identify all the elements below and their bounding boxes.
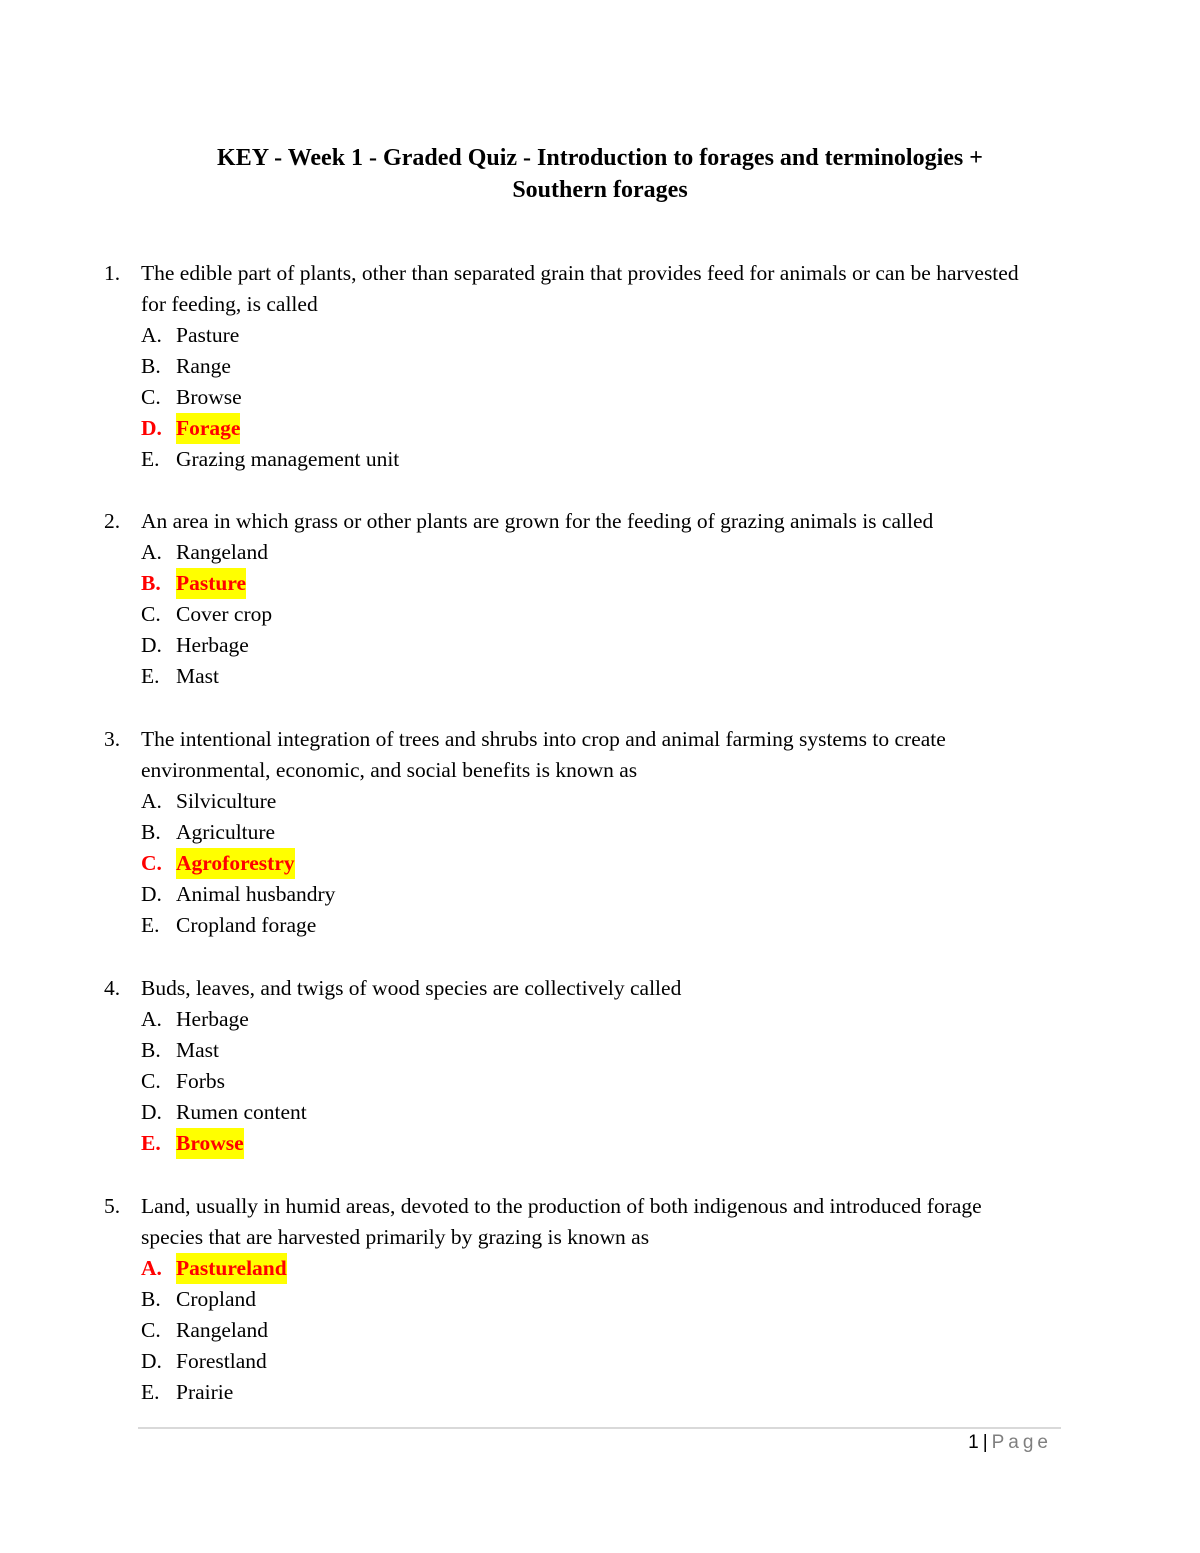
option-text: Range: [176, 354, 231, 378]
option-text: Rangeland: [176, 1318, 268, 1342]
question-text: Land, usually in humid areas, devoted to the production of both indigenous and introduced forage species that are harvested primarily by grazing is known as: [141, 1194, 982, 1249]
option-d: [104, 879, 1034, 910]
question-number: 5.: [104, 1194, 121, 1218]
footer-separator: |: [982, 1432, 988, 1453]
option-d: [104, 1346, 1034, 1377]
option-e: [104, 661, 1034, 692]
question-number: 3.: [104, 727, 121, 751]
option-letter: E.: [141, 1131, 161, 1155]
option-text: Rangeland: [176, 540, 268, 564]
option-e: [104, 1377, 1034, 1408]
footer-divider: [138, 1427, 1061, 1429]
option-a-correct-answer: [104, 1253, 1034, 1284]
option-d: [104, 630, 1034, 661]
option-list: [104, 320, 1034, 475]
option-text: Animal husbandry: [176, 882, 336, 906]
option-letter: D.: [141, 633, 162, 657]
option-list: [104, 786, 1034, 941]
option-text: Rumen content: [176, 1100, 307, 1124]
option-text: Grazing management unit: [176, 447, 400, 471]
option-text: Pasture: [176, 323, 240, 347]
option-c: [104, 1066, 1034, 1097]
question-text: The edible part of plants, other than separated grain that provides feed for animals or can be harvested for feeding, is called: [141, 261, 1019, 316]
page-label: Page: [991, 1432, 1052, 1453]
option-b: [104, 1035, 1034, 1066]
option-letter: C.: [141, 602, 161, 626]
option-text-highlighted: Browse: [176, 1128, 244, 1159]
question-2: [104, 506, 1034, 692]
option-letter: B.: [141, 571, 161, 595]
option-text: Silviculture: [176, 789, 277, 813]
option-list: [104, 1253, 1034, 1408]
option-list: [104, 537, 1034, 692]
option-e: [104, 910, 1034, 941]
option-letter: D.: [141, 882, 162, 906]
option-letter: C.: [141, 385, 161, 409]
option-b: [104, 351, 1034, 382]
option-letter: E.: [141, 1380, 160, 1404]
option-d-correct-answer: [104, 413, 1034, 444]
option-text-highlighted: Pastureland: [176, 1253, 287, 1284]
option-text: Cover crop: [176, 602, 273, 626]
option-letter: C.: [141, 1318, 161, 1342]
question-text: The intentional integration of trees and shrubs into crop and animal farming systems to create environmental, economic, and social benefits is known as: [141, 727, 946, 782]
question-4: [104, 973, 1034, 1159]
option-letter: B.: [141, 1287, 161, 1311]
title-line-1: KEY - Week 1 - Graded Quiz - Introduction to forages and terminologies +: [217, 145, 983, 171]
question-number: 4.: [104, 976, 121, 1000]
option-c-correct-answer: [104, 848, 1034, 879]
question-number: 1.: [104, 261, 121, 285]
option-a: [104, 1004, 1034, 1035]
option-a: [104, 320, 1034, 351]
option-letter: D.: [141, 1100, 162, 1124]
document-title: [100, 142, 1100, 206]
option-text: Agriculture: [176, 820, 276, 844]
option-e: [104, 444, 1034, 475]
question-5: [104, 1191, 1034, 1408]
option-letter: D.: [141, 416, 162, 440]
option-list: [104, 1004, 1034, 1159]
option-text: Mast: [176, 664, 219, 688]
option-letter: A.: [141, 540, 162, 564]
option-d: [104, 1097, 1034, 1128]
option-letter: B.: [141, 354, 161, 378]
option-text-highlighted: Forage: [176, 413, 240, 444]
option-letter: C.: [141, 1069, 161, 1093]
option-c: [104, 599, 1034, 630]
option-b: [104, 817, 1034, 848]
option-c: [104, 382, 1034, 413]
question-3: [104, 724, 1034, 941]
question-number: 2.: [104, 509, 121, 533]
title-line-2: Southern forages: [512, 177, 688, 203]
option-letter: B.: [141, 820, 161, 844]
option-text: Browse: [176, 385, 242, 409]
option-letter: E.: [141, 913, 160, 937]
option-a: [104, 537, 1034, 568]
option-letter: B.: [141, 1038, 161, 1062]
option-e-correct-answer: [104, 1128, 1034, 1159]
page-number: 1: [968, 1432, 979, 1453]
question-text: An area in which grass or other plants are grown for the feeding of grazing animals is called: [141, 509, 934, 533]
option-letter: E.: [141, 447, 160, 471]
option-letter: A.: [141, 1007, 162, 1031]
option-text-highlighted: Agroforestry: [176, 848, 295, 879]
option-a: [104, 786, 1034, 817]
option-text: Forbs: [176, 1069, 225, 1093]
option-text: Cropland: [176, 1287, 257, 1311]
option-text-highlighted: Pasture: [176, 568, 246, 599]
option-text: Prairie: [176, 1380, 234, 1404]
option-letter: A.: [141, 789, 162, 813]
option-text: Herbage: [176, 1007, 249, 1031]
page-footer: [968, 1431, 1052, 1455]
option-text: Forestland: [176, 1349, 267, 1373]
question-1: [104, 258, 1034, 475]
option-c: [104, 1315, 1034, 1346]
option-text: Mast: [176, 1038, 219, 1062]
option-letter: A.: [141, 323, 162, 347]
option-letter: E.: [141, 664, 160, 688]
question-text: Buds, leaves, and twigs of wood species are collectively called: [141, 976, 682, 1000]
option-letter: A.: [141, 1256, 162, 1280]
option-b: [104, 1284, 1034, 1315]
option-b-correct-answer: [104, 568, 1034, 599]
option-letter: D.: [141, 1349, 162, 1373]
option-letter: C.: [141, 851, 162, 875]
option-text: Cropland forage: [176, 913, 317, 937]
option-text: Herbage: [176, 633, 249, 657]
